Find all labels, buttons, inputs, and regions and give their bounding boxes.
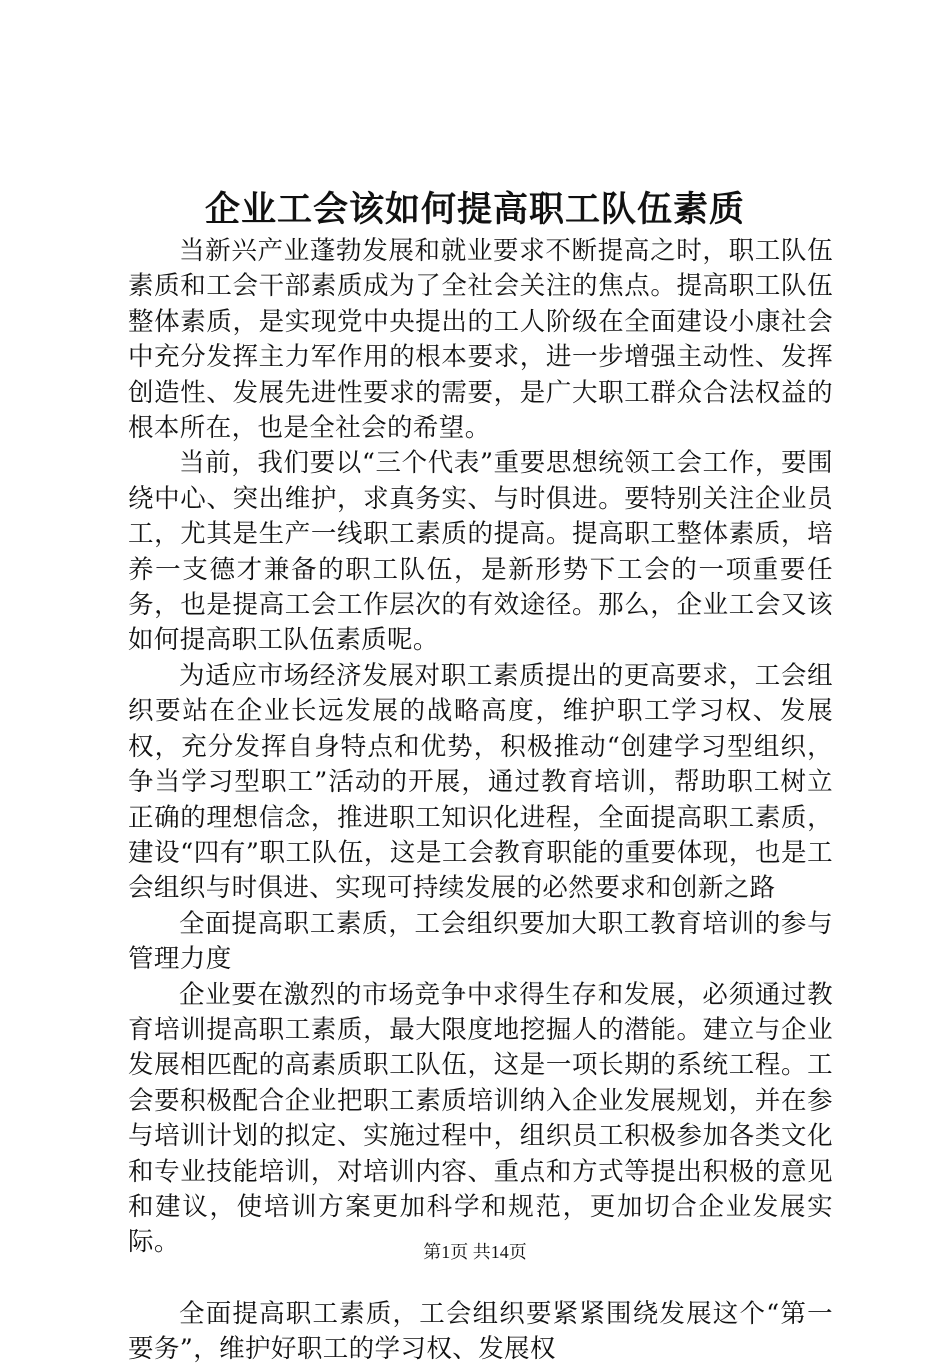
document-body	[128, 234, 833, 1368]
paragraph-1: 当新兴产业蓬勃发展和就业要求不断提高之时，职工队伍素质和工会干部素质成为了全社会关注的焦点。提高职工队伍整体素质，是实现党中央提出的工人阶级在全面建设小康社会中充分发挥主力军作用的根本要求，进一步增强主动性、发挥创造性、发展先进性要求的需要，是广大职工群众合法权益的根本所在，也是全社会的希望。	[128, 236, 833, 444]
paragraph-2: 当前，我们要以“三个代表”重要思想统领工会工作，要围绕中心、突出维护，求真务实、与时俱进。要特别关注企业员工，尤其是生产一线职工素质的提高。提高职工整体素质，培养一支德才兼备的职工队伍，是新形势下工会的一项重要任务，也是提高工会工作层次的有效途径。那么，企业工会又该如何提高职工队伍素质呢。	[128, 448, 833, 656]
paragraph-4: 企业要在激烈的市场竞争中求得生存和发展，必须通过教育培训提高职工素质，最大限度地挖掘人的潜能。建立与企业发展相匹配的高素质职工队伍，这是一项长期的系统工程。工会要积极配合企业把职工素质培训纳入企业发展规划，并在参与培训计划的拟定、实施过程中，组织员工积极参加各类文化和专业技能培训，对培训内容、重点和方式等提出积极的意见和建议，使培训方案更加科学和规范，更加切合企业发展实际。	[128, 979, 833, 1258]
page-number-footer: 第1页 共14页	[423, 1242, 527, 1262]
section-heading-2: 全面提高职工素质，工会组织要紧紧围绕发展这个“第一要务”，维护好职工的学习权、发展权	[128, 1298, 833, 1365]
paragraph-3: 为适应市场经济发展对职工素质提出的更高要求，工会组织要站在企业长远发展的战略高度，维护职工学习权、发展权，充分发挥自身特点和优势，积极推动“创建学习型组织，争当学习型职工”活动的开展，通过教育培训，帮助职工树立正确的理想信念，推进职工知识化进程，全面提高职工素质，建设“四有”职工队伍，这是工会教育职能的重要体现，也是工会组织与时俱进、实现可持续发展的必然要求和创新之路	[128, 660, 833, 904]
section-heading-1: 全面提高职工素质，工会组织要加大职工教育培训的参与管理力度	[128, 908, 833, 975]
document-title: 企业工会该如何提高职工队伍素质	[204, 189, 745, 230]
paragraph-spacer	[128, 1261, 833, 1297]
